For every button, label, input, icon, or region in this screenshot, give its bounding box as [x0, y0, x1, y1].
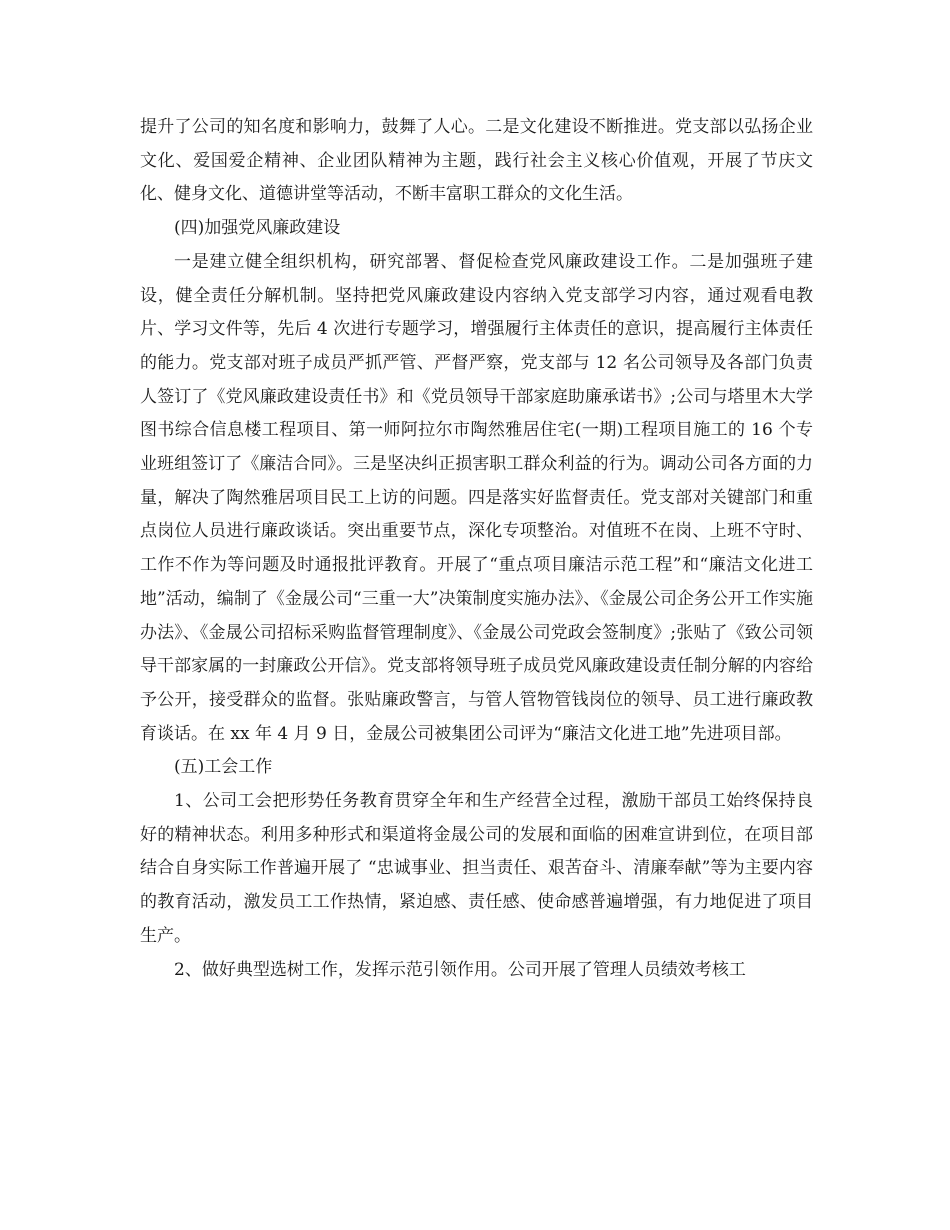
- paragraph-union-education: 1、公司工会把形势任务教育贯穿全年和生产经营全过程，激励干部员工始终保持良好的精神状态。利用多种形式和渠道将金晟公司的发展和面临的困难宣讲到位，在项目部结合自身实际工作普遍开展了 “忠诚事业、担当责任、艰苦奋斗、清廉奉献”等为主要内容的教育活动，激发员工工作热情，紧迫感、责任感、使命感普遍增强，有力地促进了项目生产。: [140, 791, 813, 946]
- paragraph-union-role-models: 2、做好典型选树工作，发挥示范引领作用。公司开展了管理人员绩效考核工: [174, 959, 746, 980]
- paragraph-party-integrity: 一是建立健全组织机构，研究部署、督促检查党风廉政建设工作。二是加强班子建设，健全责任分解机制。坚持把党风廉政建设内容纳入党支部学习内容，通过观看电教片、学习文件等，先后 4 次进行专题学习，增强履行主体责任的意识，提高履行主体责任的能力。党支部对班子成员严抓严管、严督严察，党支部与 12 名公司领导及各部门负责人签订了《党风廉政建设责任书》和《党员领导干部家庭助廉承诺书》;公司与塔里木大学图书综合信息楼工程项目、第一师阿拉尔市陶然雅居住宅(一期)工程项目施工的 16 个专业班组签订了《廉洁合同》。三是坚决纠正损害职工群众利益的行为。调动公司各方面的力量，解决了陶然雅居项目民工上访的问题。四是落实好监督责任。党支部对关键部门和重点岗位人员进行廉政谈话。突出重要节点，深化专项整治。对值班不在岗、上班不守时、工作不作为等问题及时通报批评教育。开展了“重点项目廉洁示范工程”和“廉洁文化进工地”活动，编制了《金晟公司“三重一大”决策制度实施办法》、《金晟公司企务公开工作实施办法》、《金晟公司招标采购监督管理制度》、《金晟公司党政会签制度》;张贴了《致公司领导干部家属的一封廉政公开信》。党支部将领导班子成员党风廉政建设责任制分解的内容给予公开，接受群众的监督。张贴廉政警言，与管人管物管钱岗位的领导、员工进行廉政教育谈话。在 xx 年 4 月 9 日，金晟公司被集团公司评为“廉洁文化进工地”先进项目部。: [140, 251, 813, 744]
- section-heading-union-work: (五)工会工作: [174, 757, 273, 778]
- section-heading-party-integrity: (四)加强党风廉政建设: [174, 218, 341, 239]
- paragraph-culture-continuation: 提升了公司的知名度和影响力，鼓舞了人心。二是文化建设不断推进。党支部以弘扬企业文化、爱国爱企精神、企业团队精神为主题，践行社会主义核心价值观，开展了节庆文化、健身文化、道德讲堂等活动，不断丰富职工群众的文化生活。: [140, 117, 813, 205]
- document-body: [140, 111, 813, 987]
